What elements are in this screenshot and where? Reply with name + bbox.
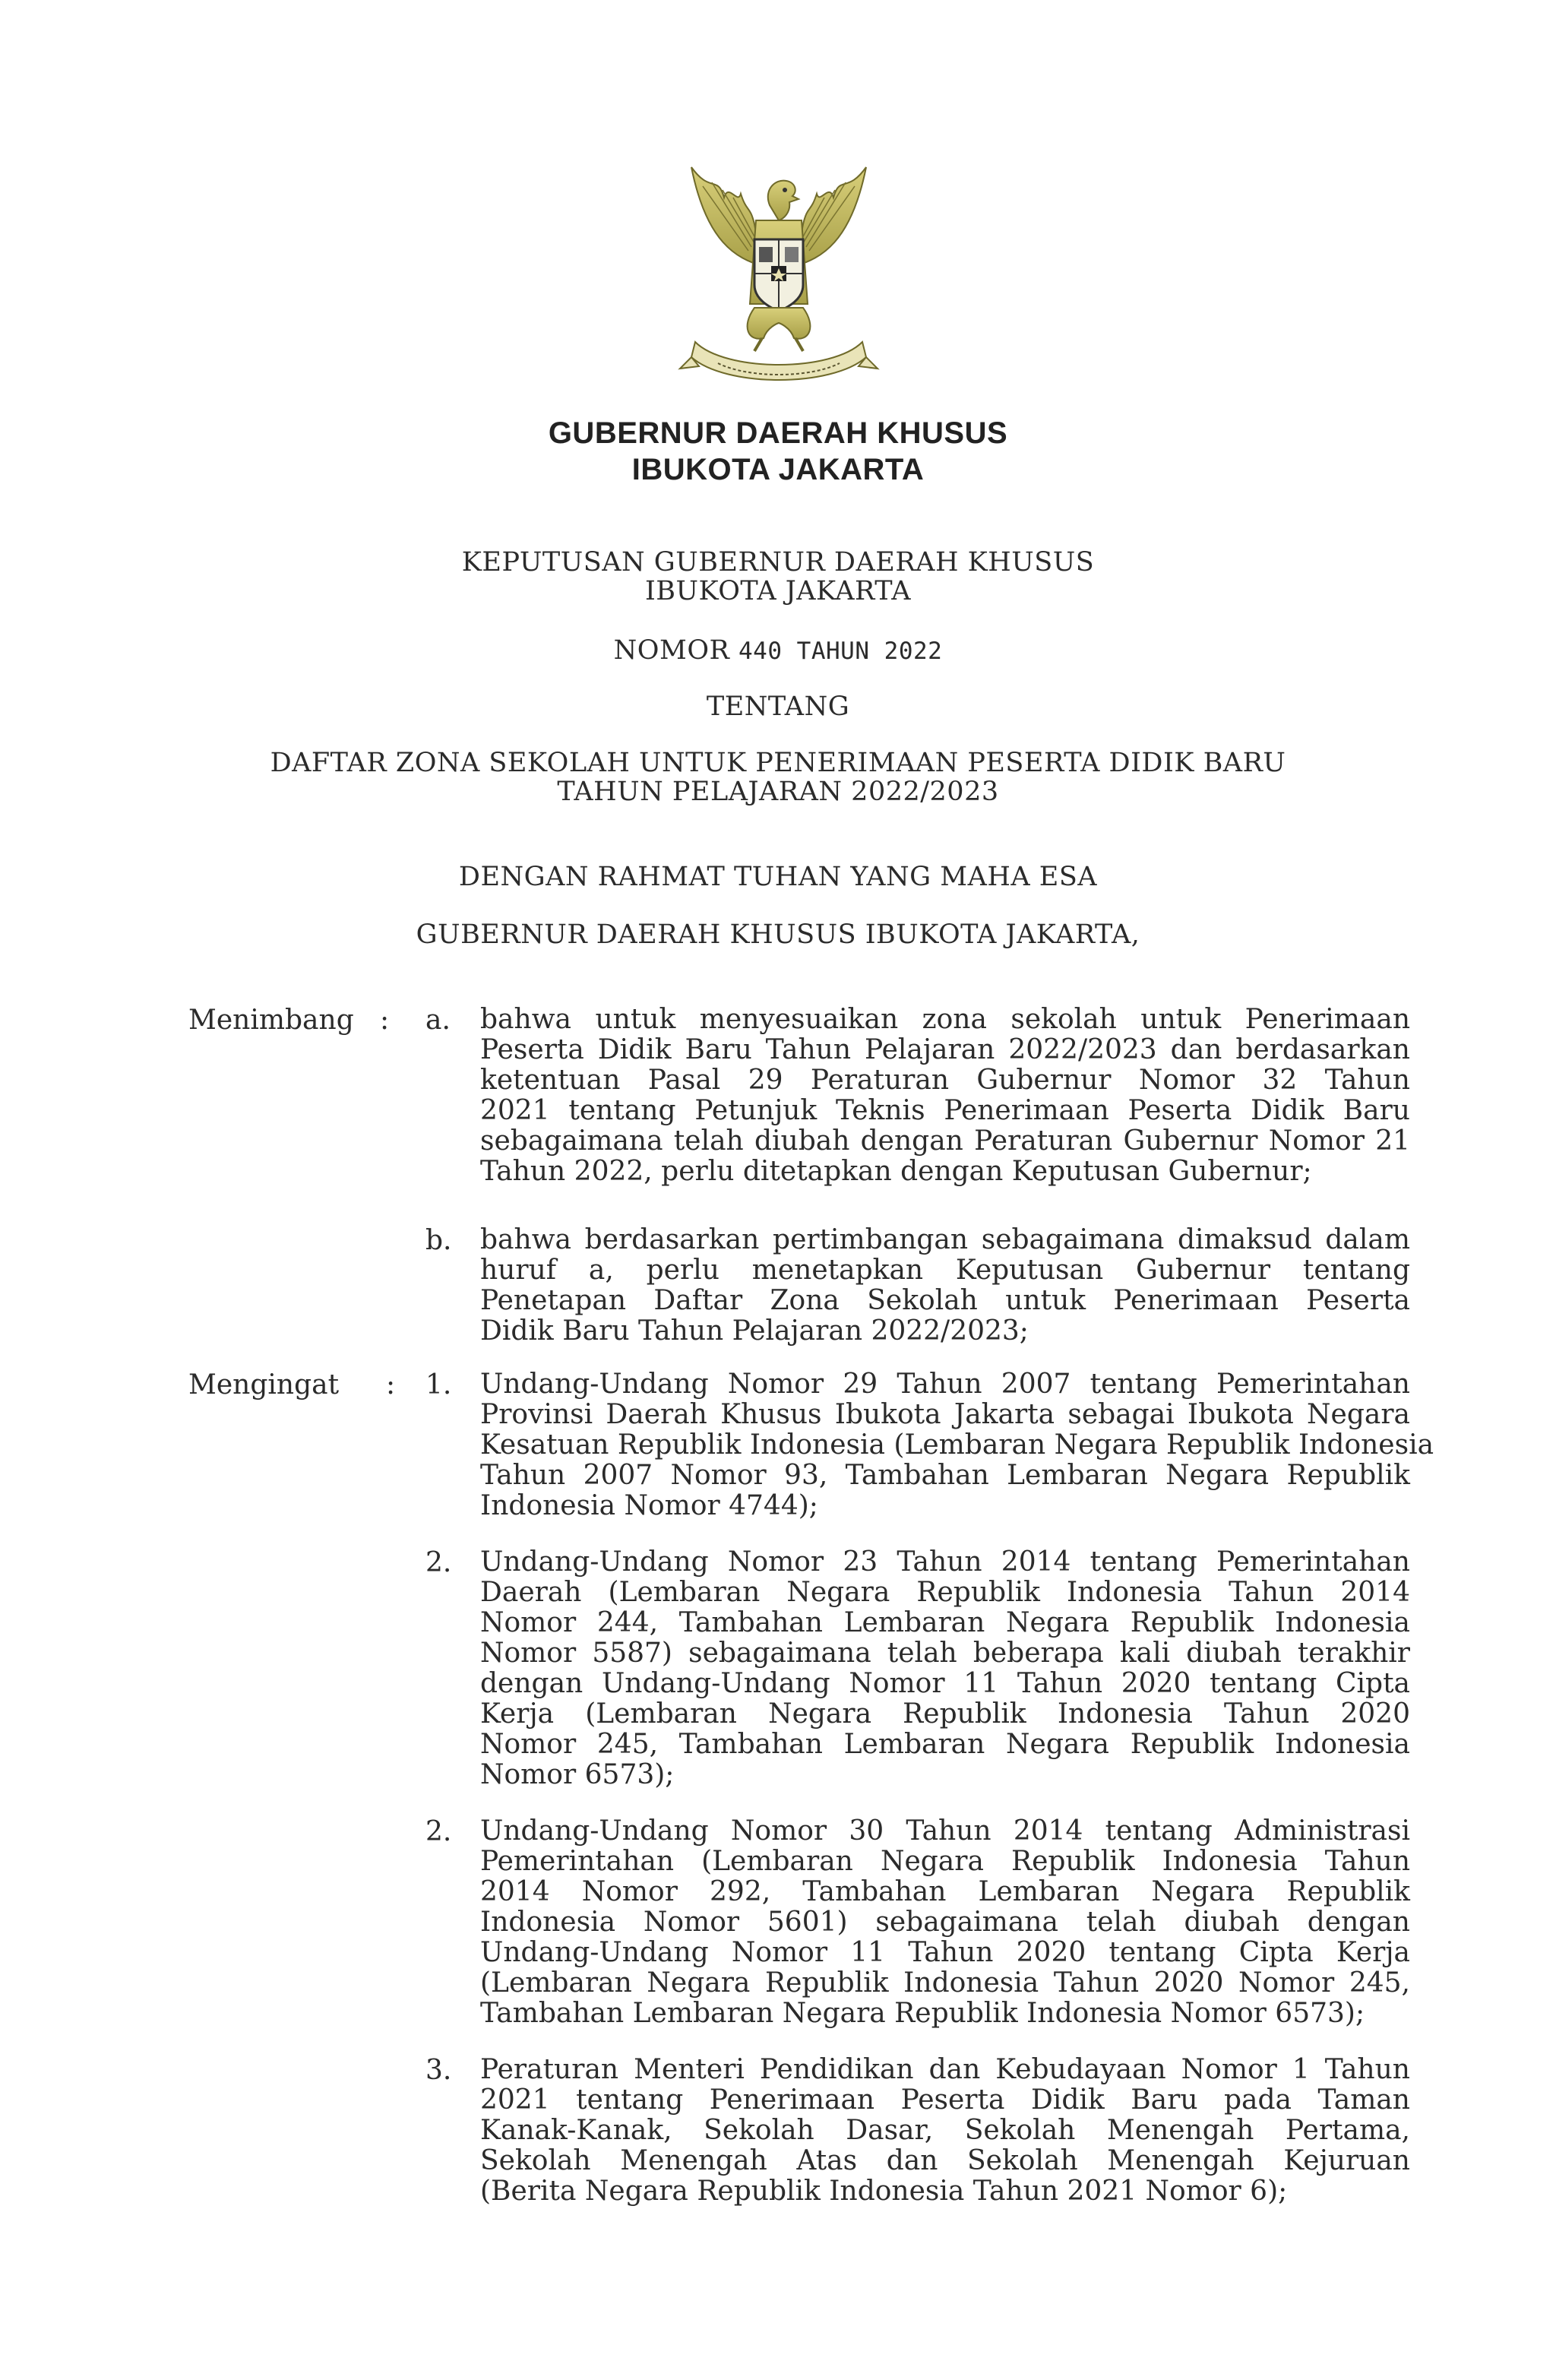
text-line: ketentuan Pasal 29 Peraturan Gubernur Nomor 32 Tahun <box>480 1065 1410 1096</box>
list-item-marker: 3. <box>425 2055 452 2086</box>
list-item-marker: 1. <box>425 1369 452 1400</box>
list-item-text <box>480 1369 1434 1521</box>
text-line: Undang-Undang Nomor 11 Tahun 2020 tentang Cipta Kerja <box>480 1937 1410 1968</box>
institution-name-line2: IBUKOTA JAKARTA <box>631 453 925 486</box>
text-line: huruf a, perlu menetapkan Keputusan Gubernur tentang <box>480 1255 1410 1286</box>
decree-title-line2: IBUKOTA JAKARTA <box>644 576 912 606</box>
text-line: Nomor 6573); <box>480 1759 675 1790</box>
text-line: 2014 Nomor 292, Tambahan Lembaran Negara Republik <box>480 1876 1410 1907</box>
text-line: 2021 tentang Petunjuk Teknis Penerimaan Peserta Didik Baru <box>480 1095 1410 1126</box>
text-line: Provinsi Daerah Khusus Ibukota Jakarta sebagai Ibukota Negara <box>480 1399 1410 1430</box>
list-item-text <box>480 1225 1410 1347</box>
text-line: Nomor 244, Tambahan Lembaran Negara Republik Indonesia <box>480 1607 1410 1638</box>
text-line: Daerah (Lembaran Negara Republik Indonesia Tahun 2014 <box>480 1577 1410 1608</box>
text-line: dengan Undang-Undang Nomor 11 Tahun 2020 tentang Cipta <box>480 1668 1410 1699</box>
menimbang-label: Menimbang <box>188 1005 354 1036</box>
text-line: Undang-Undang Nomor 29 Tahun 2007 tentang Pemerintahan <box>480 1369 1410 1400</box>
text-line: Kanak-Kanak, Sekolah Dasar, Sekolah Menengah Pertama, <box>480 2115 1410 2146</box>
text-line: Indonesia Nomor 4744); <box>480 1490 818 1521</box>
text-line: Undang-Undang Nomor 23 Tahun 2014 tentang Pemerintahan <box>480 1546 1410 1578</box>
rahmat-invocation: DENGAN RAHMAT TUHAN YANG MAHA ESA <box>458 862 1098 892</box>
governor-heading: GUBERNUR DAERAH KHUSUS IBUKOTA JAKARTA, <box>416 919 1140 950</box>
text-line: Sekolah Menengah Atas dan Sekolah Menengah Kejuruan <box>480 2145 1410 2176</box>
mengingat-label: Mengingat <box>188 1369 340 1400</box>
list-item-text <box>480 1005 1410 1187</box>
text-line: Nomor 245, Tambahan Lembaran Negara Republik Indonesia <box>480 1729 1410 1760</box>
list-item-text <box>480 2055 1410 2207</box>
garuda-emblem-icon <box>665 152 893 395</box>
text-line: (Lembaran Negara Republik Indonesia Tahun 2020 Nomor 245, <box>480 1967 1410 1999</box>
list-item-marker: b. <box>425 1225 452 1256</box>
text-line: bahwa berdasarkan pertimbangan sebagaimana dimaksud dalam <box>480 1224 1410 1255</box>
text-line: Kerja (Lembaran Negara Republik Indonesia Tahun 2020 <box>480 1698 1410 1730</box>
decree-subject-line2: TAHUN PELAJARAN 2022/2023 <box>557 777 999 807</box>
text-line: sebagaimana telah diubah dengan Peraturan Gubernur Nomor 21 <box>480 1125 1410 1157</box>
decree-title-line1: KEPUTUSAN GUBERNUR DAERAH KHUSUS <box>461 547 1095 578</box>
text-line: Kesatuan Republik Indonesia (Lembaran Negara Republik Indonesia <box>480 1429 1434 1461</box>
text-line: Pemerintahan (Lembaran Negara Republik Indonesia Tahun <box>480 1846 1410 1877</box>
list-item-text <box>480 1816 1410 2029</box>
decree-number-value: 440 TAHUN 2022 <box>738 638 943 665</box>
text-line: Didik Baru Tahun Pelajaran 2022/2023; <box>480 1315 1029 1347</box>
decree-subject-line1: DAFTAR ZONA SEKOLAH UNTUK PENERIMAAN PESERTA DIDIK BARU <box>270 748 1286 778</box>
text-line: Undang-Undang Nomor 30 Tahun 2014 tentang Administrasi <box>480 1815 1410 1847</box>
text-line: Penetapan Daftar Zona Sekolah untuk Penerimaan Peserta <box>480 1285 1410 1316</box>
list-item-marker: a. <box>425 1005 451 1036</box>
mengingat-colon: : <box>386 1369 396 1400</box>
text-line: Indonesia Nomor 5601) sebagaimana telah diubah dengan <box>480 1907 1410 1938</box>
list-item-marker: 2. <box>425 1547 452 1578</box>
text-line: bahwa untuk menyesuaikan zona sekolah untuk Penerimaan <box>480 1004 1410 1035</box>
text-line: 2021 tentang Penerimaan Peserta Didik Baru pada Taman <box>480 2084 1410 2116</box>
text-line: Tahun 2007 Nomor 93, Tambahan Lembaran Negara Republik <box>480 1460 1410 1491</box>
text-line: Peserta Didik Baru Tahun Pelajaran 2022/2023 dan berdasarkan <box>480 1034 1410 1065</box>
menimbang-colon: : <box>380 1005 390 1036</box>
text-line: Nomor 5587) sebagaimana telah beberapa kali diubah terakhir <box>480 1638 1410 1669</box>
decree-number-label: NOMOR <box>613 635 730 666</box>
text-line: Peraturan Menteri Pendidikan dan Kebudayaan Nomor 1 Tahun <box>480 2054 1410 2085</box>
text-line: Tambahan Lembaran Negara Republik Indonesia Nomor 6573); <box>480 1998 1365 2029</box>
institution-name-line1: GUBERNUR DAERAH KHUSUS <box>548 416 1008 450</box>
text-line: (Berita Negara Republik Indonesia Tahun 2021 Nomor 6); <box>480 2176 1288 2207</box>
decree-number <box>0 635 1556 666</box>
text-line: Tahun 2022, perlu ditetapkan dengan Keputusan Gubernur; <box>480 1156 1312 1187</box>
tentang-heading: TENTANG <box>706 692 850 722</box>
list-item-marker: 2. <box>425 1816 452 1847</box>
list-item-text <box>480 1547 1410 1790</box>
